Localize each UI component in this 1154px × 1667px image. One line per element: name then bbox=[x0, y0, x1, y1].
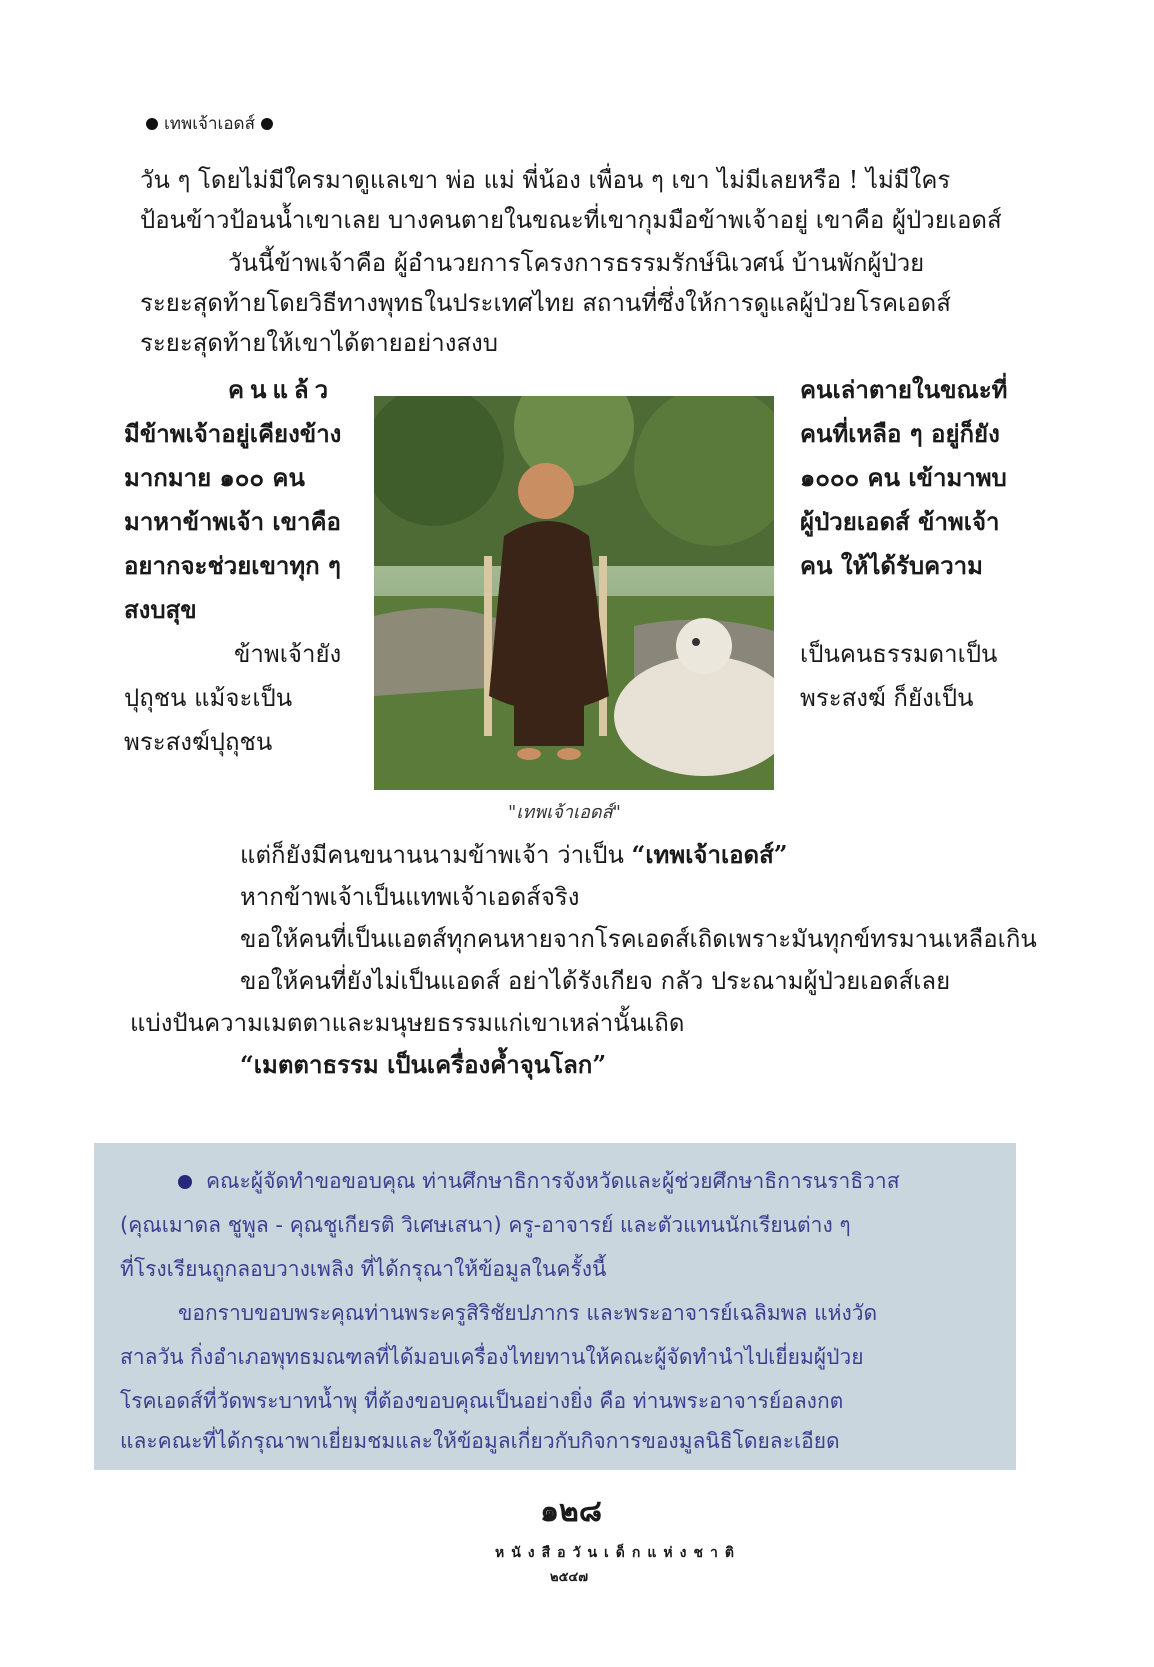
page-number: ๑๒๘ bbox=[540, 1494, 602, 1529]
note-text: คณะผู้จัดทำขอขอบคุณ ท่านศึกษาธิการจังหวัดและผู้ช่วยศึกษาธิการนราธิวาส bbox=[206, 1169, 900, 1193]
column-line: มากมาย ๑๐๐ คน bbox=[124, 463, 305, 492]
column-line: ๑๐๐๐ คน เข้ามาพบ bbox=[800, 463, 1007, 492]
closing-quote: “เมตตาธรรม เป็นเครื่องค้ำจุนโลก” bbox=[240, 1050, 607, 1079]
column-line: พระสงฆ์ ก็ยังเป็น bbox=[800, 684, 974, 712]
body-line: วัน ๆ โดยไม่มีใครมาดูแลเขา พ่อ แม่ พี่น้อง เพื่อน ๆ เขา ไม่มีเลยหรือ ! ไม่มีใคร bbox=[140, 166, 951, 194]
note-line: ที่โรงเรียนถูกลอบวางเพลิง ที่ได้กรุณาให้ข้อมูลในครั้งนี้ bbox=[120, 1257, 607, 1281]
column-line: มีข้าพเจ้าอยู่เคียงข้าง bbox=[124, 419, 342, 448]
column-line: สงบสุข bbox=[124, 595, 197, 624]
column-line: เป็นคนธรรมดาเป็น bbox=[800, 640, 998, 668]
bullet-icon bbox=[146, 118, 158, 130]
column-line: พระสงฆ์ปุถุชน bbox=[124, 728, 273, 756]
note-line: และคณะที่ได้กรุณาพาเยี่ยมชมและให้ข้อมูลเกี่ยวกับกิจการของมูลนิธิโดยละเอียด bbox=[120, 1429, 840, 1453]
closing-line: ขอให้คนที่ยังไม่เป็นแอดส์ อย่าได้รังเกียจ กลัว ประณามผู้ป่วยเอดส์เลย bbox=[240, 967, 951, 995]
column-line: คนที่เหลือ ๆ อยู่ก็ยัง bbox=[800, 419, 1000, 448]
column-line: มาหาข้าพเจ้า เขาคือ bbox=[124, 507, 341, 536]
running-header-title: เทพเจ้าเอดส์ bbox=[164, 114, 255, 134]
note-line: สาลวัน กิ่งอำเภอพุทธมณฑลที่ได้มอบเครื่องไทยทานให้คณะผู้จัดทำนำไปเยี่ยมผู้ป่วย bbox=[120, 1345, 864, 1369]
bullet-icon bbox=[261, 118, 273, 130]
closing-line: ขอให้คนที่เป็นแอตส์ทุกคนหายจากโรคเอดส์เถิดเพราะมันทุกข์ทรมานเหลือเกิน bbox=[240, 925, 1037, 953]
bullet-icon bbox=[178, 1175, 192, 1189]
body-line: ป้อนข้าวป้อนน้ำเขาเลย บางคนตายในขณะที่เขากุมมือข้าพเจ้าอยู่ เขาคือ ผู้ป่วยเอดส์ bbox=[140, 206, 1002, 234]
note-line: ขอกราบขอบพระคุณท่านพระครูสิริชัยปภากร และพระอาจารย์เฉลิมพล แห่งวัด bbox=[178, 1301, 878, 1325]
footer-year: ๒๕๔๗ bbox=[550, 1570, 589, 1585]
body-line: วันนี้ข้าพเจ้าคือ ผู้อำนวยการโครงการธรรมรักษ์นิเวศน์ บ้านพักผู้ป่วย bbox=[228, 249, 925, 277]
column-line: คนเล่าตายในขณะที่ bbox=[800, 375, 1008, 404]
column-line: อยากจะช่วยเขาทุก ๆ bbox=[124, 551, 341, 580]
closing-text: แต่ก็ยังมีคนขนานนามข้าพเจ้า ว่าเป็น bbox=[240, 841, 632, 869]
footer-book-title: หนังสือวันเด็กแห่งชาติ bbox=[495, 1545, 741, 1561]
body-line: ระยะสุดท้ายโดยวิธีทางพุทธในประเทศไทย สถานที่ซึ่งให้การดูแลผู้ป่วยโรคเอดส์ bbox=[140, 289, 951, 317]
monk-photo bbox=[374, 396, 774, 790]
column-line: ปุถุชน แม้จะเป็น bbox=[124, 684, 293, 712]
acknowledgement-box bbox=[94, 1143, 1016, 1470]
note-line: (คุณเมาดล ชูพูล - คุณชูเกียรติ วิเศษเสนา) ครู-อาจารย์ และตัวแทนนักเรียนต่าง ๆ bbox=[120, 1213, 851, 1237]
closing-line bbox=[240, 835, 788, 875]
column-line: คน ให้ได้รับความ bbox=[800, 551, 983, 580]
body-line: ระยะสุดท้ายให้เขาได้ตายอย่างสงบ bbox=[140, 329, 499, 357]
closing-emphasis: “เทพเจ้าเอดส์” bbox=[631, 840, 788, 869]
column-line: ผู้ป่วยเอดส์ ข้าพเจ้า bbox=[800, 507, 1000, 536]
column-line: ข้าพเจ้ายัง bbox=[234, 640, 342, 668]
closing-line: หากข้าพเจ้าเป็นแทพเจ้าเอดส์จริง bbox=[240, 883, 580, 911]
note-line: โรคเอดส์ที่วัดพระบาทน้ำพุ ที่ต้องขอบคุณเป็นอย่างยิ่ง คือ ท่านพระอาจารย์อลงกต bbox=[120, 1389, 844, 1413]
closing-line: แบ่งปันความเมตตาและมนุษยธรรมแก่เขาเหล่านั้นเถิด bbox=[130, 1009, 685, 1037]
running-header bbox=[140, 110, 279, 137]
column-line: คนแล้ว bbox=[228, 375, 335, 404]
monk-photo-illustration bbox=[374, 396, 774, 790]
photo-caption: "เทพเจ้าเอดส์" bbox=[508, 802, 621, 823]
note-line bbox=[178, 1165, 900, 1197]
